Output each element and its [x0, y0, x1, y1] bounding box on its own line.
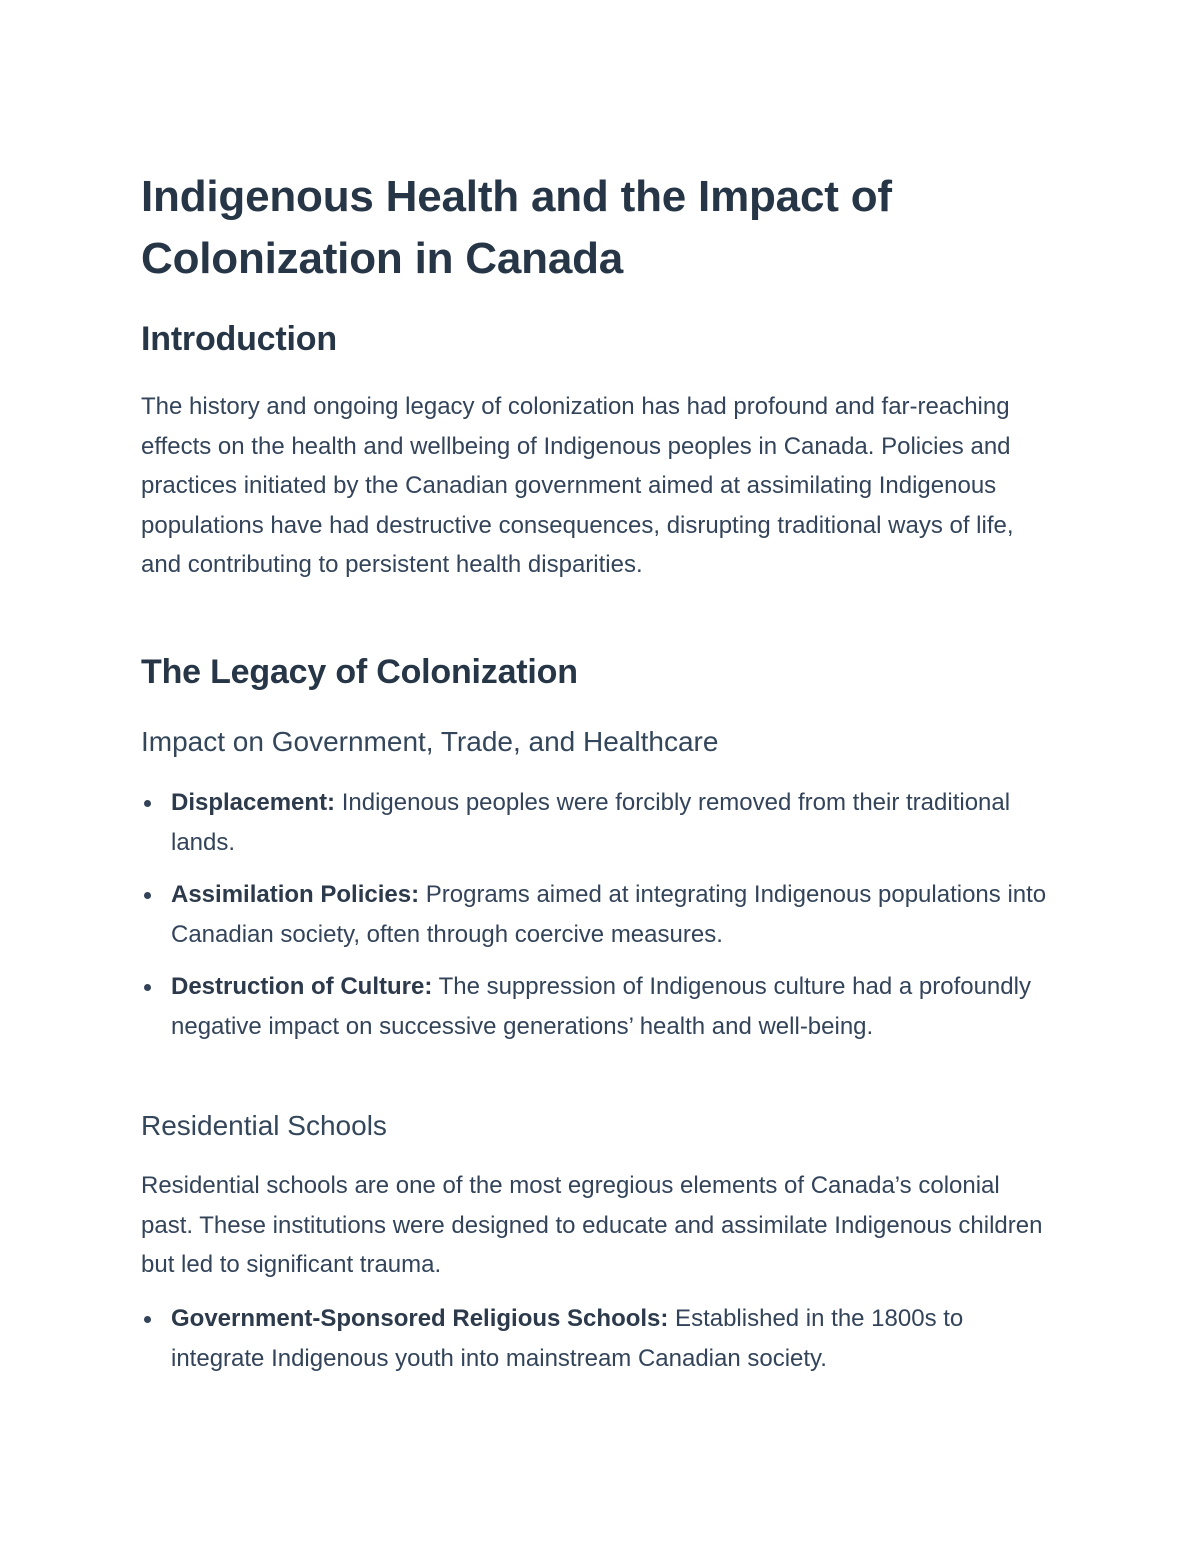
list-item — [141, 783, 1061, 862]
impact-subheading: Impact on Government, Trade, and Healthcare — [141, 726, 719, 757]
list-item — [141, 967, 1061, 1046]
list-item-term: Displacement: — [171, 789, 336, 816]
list-item-text: Indigenous peoples were forcibly removed from their traditional lands. — [171, 789, 1011, 856]
document-title: Indigenous Health and the Impact of Colonization in Canada — [141, 172, 892, 283]
list-item-text: Programs aimed at integrating Indigenous populations into Canadian society, often through coercive measures. — [171, 881, 1047, 948]
list-item-text: The suppression of Indigenous culture had a profoundly negative impact on successive generations’ health and well-being. — [171, 973, 1031, 1040]
list-item — [141, 875, 1061, 954]
residential-paragraph: Residential schools are one of the most egregious elements of Canada’s colonial past. These institutions were designed to educate and assimilate Indigenous children but led to significant trauma. — [141, 1172, 1043, 1279]
introduction-paragraph: The history and ongoing legacy of colonization has had profound and far-reaching effects on the health and wellbeing of Indigenous peoples in Canada. Policies and practices initiated by the Canadian government aimed at assimilating Indigenous populations have had destructive consequences, disrupting traditional ways of life, and contributing to persistent health disparities. — [141, 393, 1014, 579]
list-item-term: Destruction of Culture: — [171, 973, 433, 1001]
list-item-term: Assimilation Policies: — [171, 881, 420, 909]
list-item-text: Established in the 1800s to integrate Indigenous youth into mainstream Canadian society. — [171, 1305, 964, 1372]
list-item — [141, 1299, 1061, 1378]
residential-subheading: Residential Schools — [141, 1110, 387, 1141]
introduction-heading: Introduction — [141, 320, 337, 358]
list-item-term: Government-Sponsored Religious Schools: — [171, 1305, 669, 1332]
residential-list — [141, 1299, 1061, 1391]
impact-list — [141, 783, 1061, 1060]
legacy-heading: The Legacy of Colonization — [141, 653, 578, 691]
